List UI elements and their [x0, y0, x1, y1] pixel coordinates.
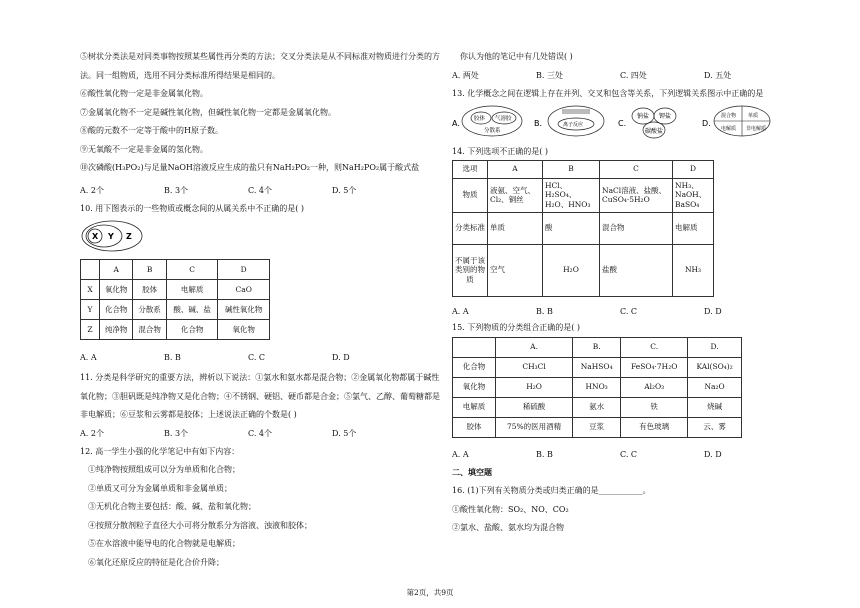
table-cell: 云、雾: [688, 417, 742, 437]
q10-option-d[interactable]: D. D: [332, 353, 350, 362]
q10-option-a[interactable]: A. A: [80, 353, 97, 362]
statement-8: ⑧酸的元数不一定等于酸中的H原子数。: [80, 126, 223, 135]
table-row: [453, 212, 714, 244]
table-cell: NH₃、NaOH、BaSO₄: [673, 178, 714, 212]
q13-label-b: B.: [534, 118, 543, 128]
q10-table: [80, 259, 270, 340]
q11-options: [80, 429, 420, 439]
diagram-a-label-3: 分散系: [484, 127, 501, 134]
table-cell: C: [600, 160, 673, 178]
table-cell: 分散系: [133, 300, 166, 320]
q12-list: [80, 465, 420, 568]
table-cell: B: [543, 160, 600, 178]
q15-option-c[interactable]: C. C: [620, 449, 638, 459]
diagram-d-label-2: 单质: [748, 112, 759, 119]
q13-stem: 13. 化学概念之间在逻辑上存在并列、交叉和包含等关系，下列逻辑关系图示中正确的是: [452, 88, 764, 98]
q15-table: [452, 337, 742, 438]
table-cell: 氧化物: [100, 280, 133, 300]
table-cell: H₂O: [543, 244, 600, 296]
diagram-a-label-1: 胶体: [474, 115, 486, 122]
list-item: ②单质又可分为金属单质和非金属单质；: [88, 483, 232, 493]
diagram-d-label-4: 非电解质: [746, 125, 767, 132]
table-row: [453, 417, 742, 437]
statement-7: ⑦金属氧化物不一定是碱性氧化物，但碱性氧化物一定都是金属氧化物。: [80, 107, 336, 117]
q11-stem-2: 氧化物；③胆矾既是纯净物又是化合物；④不锈钢、硬铝、硬币都是合金；⑤氯气、乙醇、葡萄糖都是: [80, 391, 440, 401]
circle-label-y: Y: [108, 232, 114, 241]
section-heading: 二、填空题: [452, 467, 492, 477]
q16-item-1: ①酸性氧化物：SO₂、NO、CO₂: [452, 504, 569, 514]
diagram-c-label-3: 碳酸盐: [645, 127, 664, 135]
table-cell: [453, 337, 496, 357]
q10-option-c[interactable]: C. C: [248, 353, 266, 362]
table-cell: 化合物: [453, 357, 496, 377]
table-cell: D: [673, 160, 714, 178]
table-cell: HNO₃: [573, 377, 621, 397]
diagram-b-label: 离子反应: [563, 121, 584, 128]
table-row: [453, 377, 742, 397]
table-cell: 纯净物: [100, 320, 133, 340]
table-cell: 化合物: [100, 300, 133, 320]
diagram-b-blur: [562, 109, 590, 114]
q12-option-a[interactable]: A. 两处: [452, 70, 479, 80]
table-cell: 胶体: [133, 280, 166, 300]
statement-5b: 法。同一组物质，选用不同分类标准所得结果是相同的。: [80, 70, 280, 80]
table-cell: B: [133, 260, 166, 280]
q11-option-a[interactable]: A. 2个: [80, 428, 104, 438]
q15-option-b[interactable]: B. B: [536, 449, 553, 459]
list-item: ④按照分散剂粒子直径大小可将分散系分为溶液、浊液和胶体；: [88, 520, 312, 530]
table-cell: D: [218, 260, 270, 280]
table-cell: 电解质: [166, 280, 218, 300]
q11-stem-1: 11. 分类是科学研究的重要方法，辨析以下说法：①氯水和氨水都是混合物；②金属氧化物都属于碱性: [80, 373, 440, 382]
table-cell: 豆浆: [573, 417, 621, 437]
table-row: [453, 160, 714, 178]
q11-option-b[interactable]: B. 3个: [164, 428, 189, 438]
table-cell: 电解质: [673, 212, 714, 244]
table-cell: Y: [81, 300, 100, 320]
q15-options: [452, 450, 792, 460]
table-cell: Al₂O₃: [621, 377, 688, 397]
table-cell: 稀硫酸: [496, 397, 573, 417]
q12-option-b[interactable]: B. 三处: [536, 70, 563, 80]
q13-label-c: C.: [618, 118, 627, 128]
table-cell: 物质: [453, 178, 488, 212]
table-row: [453, 337, 742, 357]
table-cell: NaCl溶液、盐酸、CuSO₄·5H₂O: [600, 178, 673, 212]
q14-option-a[interactable]: A. A: [452, 306, 469, 316]
q16-stem: 16. (1)下列有关物质分类或归类正确的是___________。: [452, 486, 651, 495]
table-cell: 酸: [543, 212, 600, 244]
q10-option-b[interactable]: B. B: [164, 353, 181, 362]
table-cell: A: [488, 160, 543, 178]
table-cell: 75%的医用酒精: [496, 417, 573, 437]
table-cell: 氧化物: [453, 377, 496, 397]
table-cell: 胶体: [453, 417, 496, 437]
right-column: [452, 52, 792, 542]
table-cell: 分类标准: [453, 212, 488, 244]
table-row: [81, 320, 270, 340]
table-cell: 电解质: [453, 397, 496, 417]
statement-10: ⑩次磷酸(H₃PO₂)与足量NaOH溶液反应生成的盐只有NaH₂PO₂一种，则NaH₂PO₂属于酸式盐: [80, 163, 420, 172]
table-cell: H₂O: [496, 377, 573, 397]
table-cell: 氧化物: [218, 320, 270, 340]
left-column: [80, 52, 440, 576]
q14-stem: 14. 下列选项不正确的是( ): [452, 146, 549, 156]
table-cell: NaHSO₄: [573, 357, 621, 377]
q13-diagrams: [452, 103, 792, 143]
table-cell: A.: [496, 337, 573, 357]
table-cell: NH₃: [673, 244, 714, 296]
diagram-c-label-1: 钠盐: [637, 112, 650, 120]
table-row: [453, 244, 714, 296]
table-cell: 空气: [488, 244, 543, 296]
q15-option-d[interactable]: D. D: [704, 449, 722, 459]
diagram-a-label-2: 气溶胶: [495, 115, 512, 122]
q14-option-c[interactable]: C. C: [620, 306, 638, 316]
table-cell: 选项: [453, 160, 488, 178]
q14-option-b[interactable]: B. B: [536, 306, 553, 316]
q14-table: [452, 160, 714, 297]
table-row: [453, 357, 742, 377]
statement-9: ⑨无氧酸不一定是非金属的氢化物。: [80, 144, 208, 154]
table-cell: C: [166, 260, 218, 280]
q14-option-d[interactable]: D. D: [704, 306, 722, 316]
q11-stem-3: 非电解质；⑥豆浆和云雾都是胶体；上述说法正确的个数是( ): [80, 410, 297, 419]
q10-options: [80, 353, 420, 363]
table-row: [81, 280, 270, 300]
q12-options: [452, 71, 792, 81]
diagram-d-label-3: 电解质: [721, 125, 737, 132]
table-cell: 化合物: [166, 320, 218, 340]
nested-circles-diagram: [80, 217, 150, 255]
table-cell: X: [81, 280, 100, 300]
circle-label-z: Z: [126, 232, 132, 241]
q9-option-c[interactable]: C. 4个: [248, 186, 273, 195]
table-cell: KAl(SO₄)₂: [688, 357, 742, 377]
table-row: [453, 178, 714, 212]
q14-options: [452, 307, 792, 317]
q12-option-d[interactable]: D. 五处: [704, 70, 732, 80]
table-cell: 盐酸: [600, 244, 673, 296]
table-cell: 有色玻璃: [621, 417, 688, 437]
q12-stem: 12. 高一学生小强的化学笔记中有如下内容：: [80, 446, 240, 456]
q9-option-b[interactable]: B. 3个: [164, 186, 189, 195]
q9-options: [80, 186, 420, 196]
table-cell: 氨水: [573, 397, 621, 417]
list-item: ①纯净物按照组成可以分为单质和化合物；: [88, 465, 240, 474]
q11-option-c[interactable]: C. 4个: [248, 428, 273, 438]
table-cell: CH₃Cl: [496, 357, 573, 377]
statement-5a: ⑤树状分类法是对同类事物按照某些属性再分类的方法；交叉分类法是从不同标准对物质进行分类的方: [80, 52, 440, 61]
diagram-c-label-2: 钾盐: [659, 112, 672, 120]
table-cell: 混合物: [600, 212, 673, 244]
q16-item-2: ②氯水、盐酸、氨水均为混合物: [452, 523, 564, 532]
q12-question: 你认为他的笔记中有几处错误( ): [460, 52, 573, 61]
q12-option-c[interactable]: C. 四处: [620, 70, 647, 80]
q9-option-d[interactable]: D. 5个: [332, 186, 357, 195]
table-cell: CaO: [218, 280, 270, 300]
table-row: [81, 300, 270, 320]
table-cell: Z: [81, 320, 100, 340]
table-cell: Na₂O: [688, 377, 742, 397]
diagram-d-label-1: 混合物: [721, 112, 737, 119]
table-cell: 酸、碱、盐: [166, 300, 218, 320]
table-row: [453, 397, 742, 417]
q13-label-a: A.: [452, 118, 460, 128]
table-cell: 烧碱: [688, 397, 742, 417]
table-cell: FeSO₄·7H₂O: [621, 357, 688, 377]
circle-label-x: X: [92, 232, 99, 241]
table-cell: D.: [688, 337, 742, 357]
statement-6: ⑥酸性氧化物一定是非金属氧化物。: [80, 89, 208, 98]
table-cell: 混合物: [133, 320, 166, 340]
table-cell: [81, 260, 100, 280]
list-item: ⑤在水溶液中能导电的化合物就是电解质；: [88, 539, 240, 548]
table-cell: HCl、H₂SO₄、H₂O、HNO₃: [543, 178, 600, 212]
q15-option-a[interactable]: A. A: [452, 449, 469, 459]
table-cell: 铁: [621, 397, 688, 417]
table-cell: 液氨、空气、Cl₂、铜丝: [488, 178, 543, 212]
q11-option-d[interactable]: D. 5个: [332, 428, 357, 438]
table-row: [81, 260, 270, 280]
table-cell: B.: [573, 337, 621, 357]
table-cell: C.: [621, 337, 688, 357]
list-item: ⑥氧化还原反应的特征是化合价升降；: [88, 557, 224, 567]
table-cell: 单质: [488, 212, 543, 244]
q15-stem: 15. 下列物质的分类组合正确的是( ): [452, 322, 581, 332]
q9-option-a[interactable]: A. 2个: [80, 186, 104, 195]
table-cell: 碱性氧化物: [218, 300, 270, 320]
table-cell: A: [100, 260, 133, 280]
list-item: ③无机化合物主要包括：酸、碱、盐和氧化物；: [88, 502, 256, 511]
table-cell: 不属于该类别的物质: [453, 244, 488, 296]
q10-stem: 10. 用下图表示的一些物质或概念间的从属关系中不正确的是( ): [80, 204, 305, 213]
page-number: 第2页，共9页: [406, 588, 454, 597]
q13-label-d: D.: [702, 118, 711, 128]
